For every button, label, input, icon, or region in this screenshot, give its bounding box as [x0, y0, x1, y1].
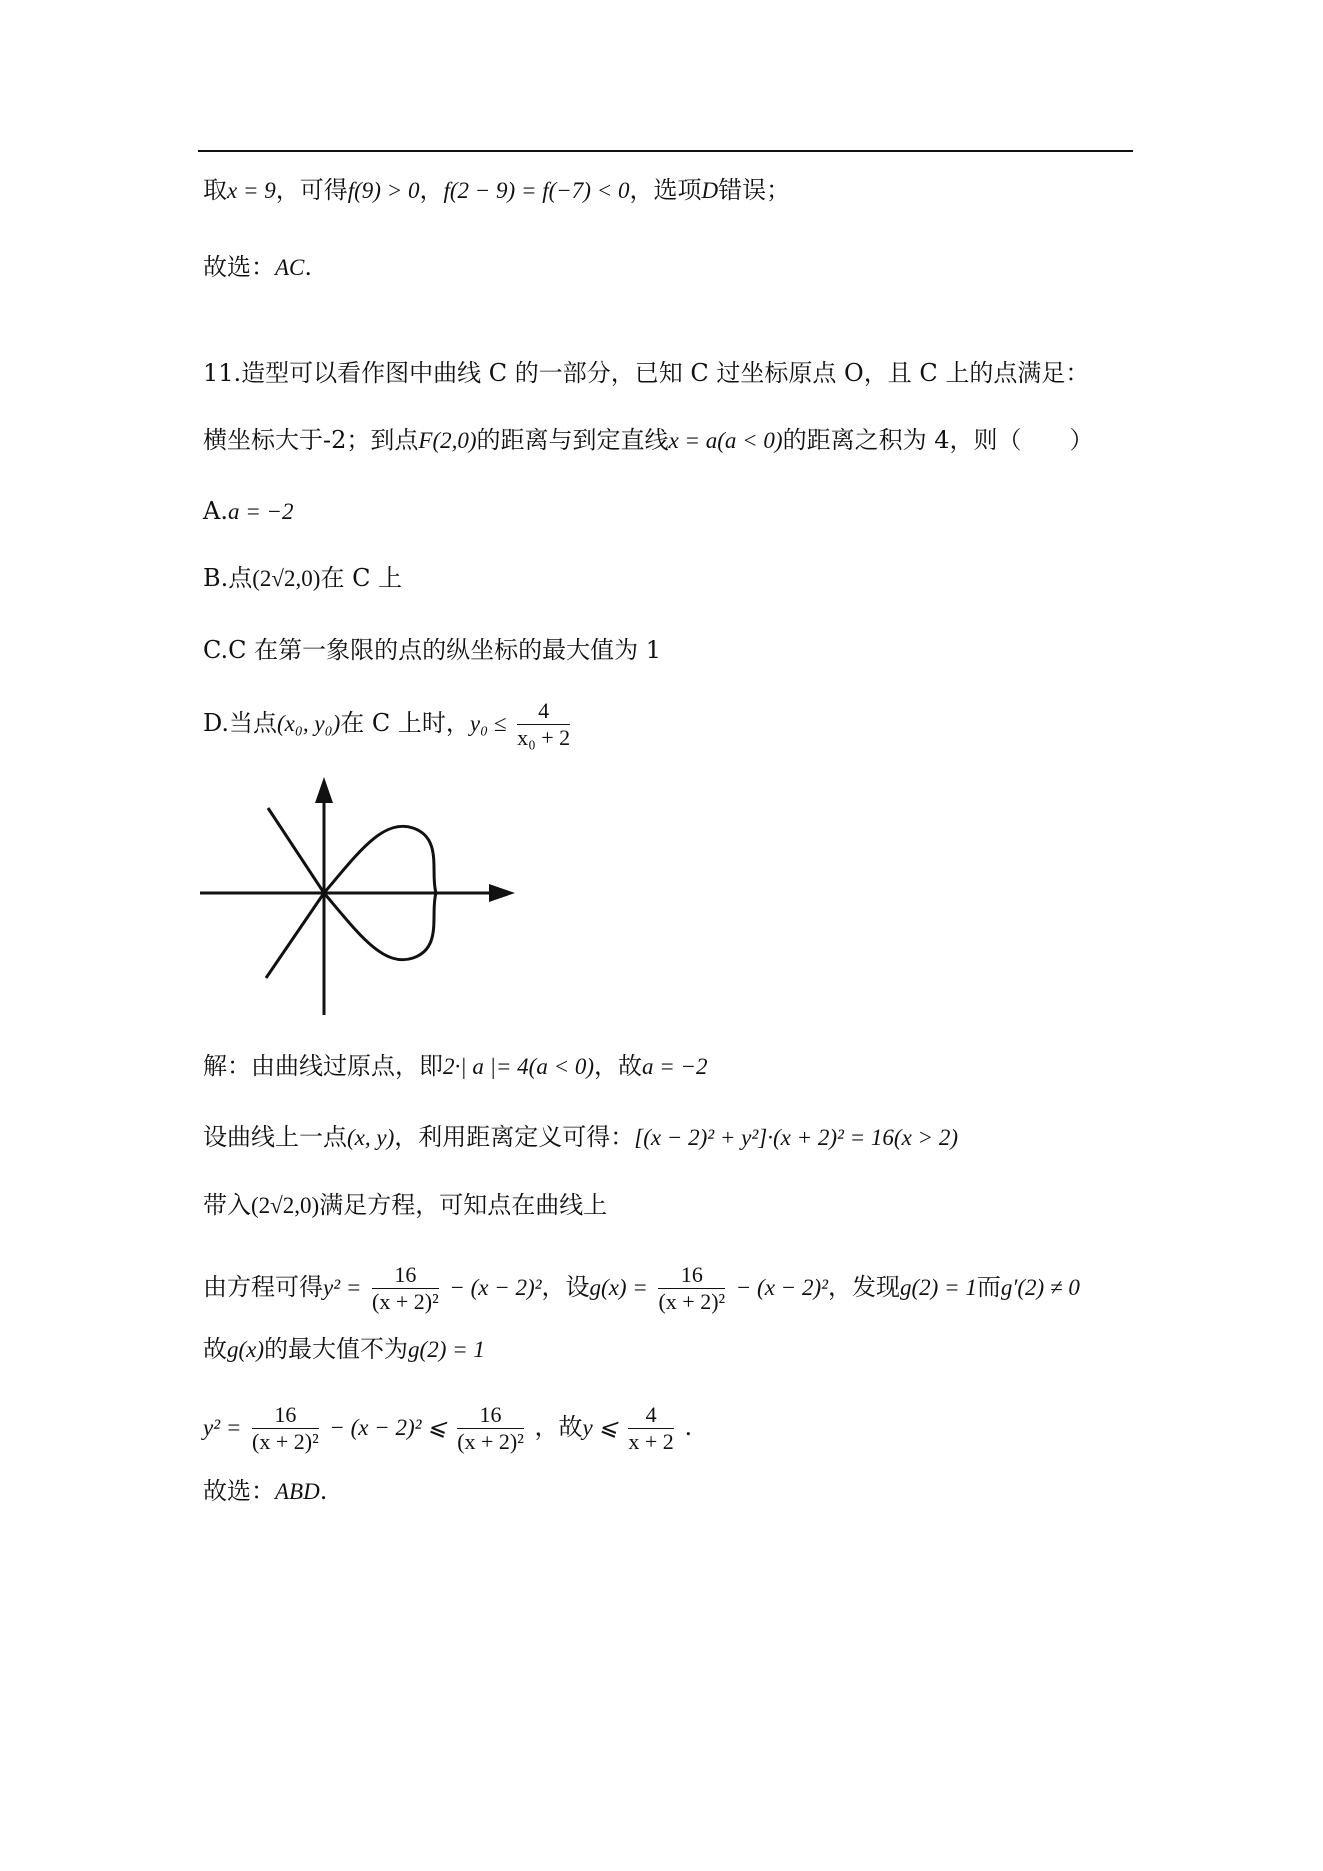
option-c: C.C 在第一象限的点的纵坐标的最大值为 1 — [203, 636, 662, 664]
fraction: $\frac{16}{\text{(x + 2)²}}$ — [658, 1262, 726, 1314]
fraction: $\frac{4}{\text{x₀ + 2}}$ — [517, 698, 571, 750]
x-axis — [200, 884, 515, 902]
option-d: D.当点(x₀, y₀)在 C 上时，y₀ ≤ $\frac{4}{\text{x₀ + 2}}$ — [203, 698, 571, 750]
q11-stem-1: 11.造型可以看作图中曲线 C 的一部分，已知 C 过坐标原点 O，且 C 上的点满足： — [203, 359, 1090, 387]
fraction: $\frac{16}{\text{(x + 2)²}}$ — [372, 1262, 439, 1314]
q11-stem-2: 横坐标大于-2；到点F(2,0)的距离与到定直线x = a(a < 0)的距离之积为 4，则（ ） — [203, 426, 1094, 454]
solution-4: 由方程可得y² = $\frac{16}{\text{(x + 2)²}}$ − (x − 2)²，设g(x) = $\frac{16}{\text{(x + 2)²}}$ − (x − 2)²，发现g(2) = 1而g′(2) ≠ 0 — [203, 1262, 1080, 1314]
fraction: $\frac{4}{x + 2}$ — [628, 1402, 674, 1454]
solution-5: 故g(x)的最大值不为g(2) = 1 — [203, 1335, 485, 1363]
solution-6: y² = $\frac{16}{\text{(x + 2)²}}$ − (x − 2)² ⩽ $\frac{16}{\text{(x + 2)²}}$ ，故y ⩽ $\frac{4}{x + 2}$ . — [203, 1402, 693, 1454]
y-axis — [315, 777, 333, 1015]
fraction: $\frac{16}{\text{(x + 2)²}}$ — [252, 1402, 319, 1454]
line-answer-ac: 故选：AC. — [203, 253, 313, 281]
solution-answer: 故选：ABD. — [203, 1477, 328, 1505]
curve-figure — [198, 773, 518, 1018]
solution-3: 带入(2√2,0)满足方程，可知点在曲线上 — [203, 1191, 608, 1219]
header-rule — [198, 150, 1133, 152]
option-b: B.点(2√2,0)在 C 上 — [203, 564, 403, 592]
line-take-x9: 取x = 9，可得f(9) > 0，f(2 − 9) = f(−7) < 0，选项D错误； — [203, 176, 791, 204]
fraction: $\frac{16}{\text{(x + 2)²}}$ — [457, 1402, 524, 1454]
option-a: A.a = −2 — [203, 497, 294, 525]
solution-2: 设曲线上一点(x, y)，利用距离定义可得：[(x − 2)² + y²]·(x + 2)² = 16(x > 2) — [203, 1123, 958, 1151]
solution-1: 解：由曲线过原点，即2·| a |= 4(a < 0)，故a = −2 — [203, 1052, 708, 1080]
